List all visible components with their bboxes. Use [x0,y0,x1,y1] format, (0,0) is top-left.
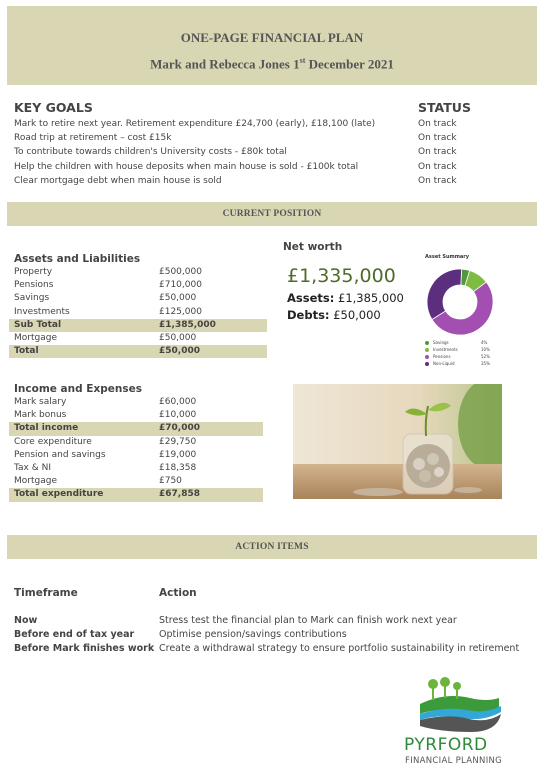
status-list [418,117,528,188]
action-items-band: ACTION ITEMS [7,535,537,559]
legend-percent: 4% [481,340,488,345]
current-position-band: CURRENT POSITION [7,202,537,226]
logo-mark-icon [415,670,505,732]
header-band [7,6,537,85]
page-title: ONE-PAGE FINANCIAL PLAN [180,30,364,45]
logo-name: PYRFORD [404,735,488,755]
donut-chart [415,262,505,342]
goal-item: To contribute towards children's University costs - £80k total [14,147,287,158]
networth-debts: Debts: £50,000 [287,308,381,322]
subtotal-row: Sub Total £1,385,000 [9,319,267,332]
table-row: Pension and savings £19,000 [14,449,197,460]
total-row: Total £50,000 [9,345,267,358]
status-item: On track [418,133,457,144]
table-row: Mark salary £60,000 [14,397,197,407]
networth-amount: £1,335,000 [287,265,396,287]
legend-percent: 35% [481,361,490,366]
assets-heading: Assets and Liabilities [14,253,141,265]
table-row: Mark bonus £10,000 [14,410,197,421]
legend-label: Pensions [433,354,451,359]
legend-item [425,346,505,353]
key-goals-heading: KEY GOALS [14,100,93,115]
legend-percent: 52% [481,354,490,359]
table-row: Savings £50,000 [14,293,197,304]
asset-summary-chart [415,254,505,372]
action-col-header: Action [159,587,197,599]
networth-assets: Assets: £1,385,000 [287,291,404,305]
legend-swatch [425,348,429,352]
legend-swatch [425,341,429,345]
status-heading: STATUS [418,100,471,115]
table-row: Mortgage £750 [14,476,182,487]
legend-item [425,360,505,367]
goal-item: Clear mortgage debt when main house is sold [14,175,222,186]
savings-jar-photo [293,384,502,499]
legend-item [425,339,505,346]
timeframe-col-header: Timeframe [14,587,78,599]
legend-swatch [425,362,429,366]
goal-item: Mark to retire next year. Retirement expenditure £24,700 (early), £18,100 (late) [14,119,376,129]
total-income-row: Total income £70,000 [9,422,263,435]
legend-item [425,353,505,360]
networth-heading: Net worth [283,241,343,253]
legend-swatch [425,355,429,359]
goals-list [14,117,409,188]
status-item: On track [418,119,457,129]
legend-label: Non-Liquid [433,361,455,366]
goal-item: Help the children with house deposits when main house is sold - £100k total [14,161,359,172]
legend-percent: 10% [481,347,490,352]
table-row: Investments £125,000 [14,306,202,317]
logo-tagline: FINANCIAL PLANNING [405,756,503,766]
assets-table [9,266,267,358]
table-row: Core expenditure £29,750 [14,436,197,447]
income-heading: Income and Expenses [14,383,142,395]
table-row: Mortgage £50,000 [14,332,197,343]
slice-non-liquid [427,269,462,319]
page-subtitle: Mark and Rebecca Jones 1st December 2021 [150,56,394,72]
status-item: On track [418,147,457,158]
legend-label: Investments [433,347,458,352]
pyrford-logo [400,670,520,770]
table-row: Property £500,000 [14,267,202,277]
chart-title: Asset Summary [425,254,470,260]
status-item: On track [418,175,457,186]
legend-label: Savings [433,340,449,345]
table-row: Tax & NI £18,358 [14,462,197,473]
table-row: Pensions £710,000 [14,280,202,291]
goal-item: Road trip at retirement – cost £15k [14,133,172,144]
income-table [9,396,263,502]
chart-legend [425,339,505,367]
total-expenditure-row: Total expenditure £67,858 [9,488,263,501]
status-item: On track [418,161,457,172]
